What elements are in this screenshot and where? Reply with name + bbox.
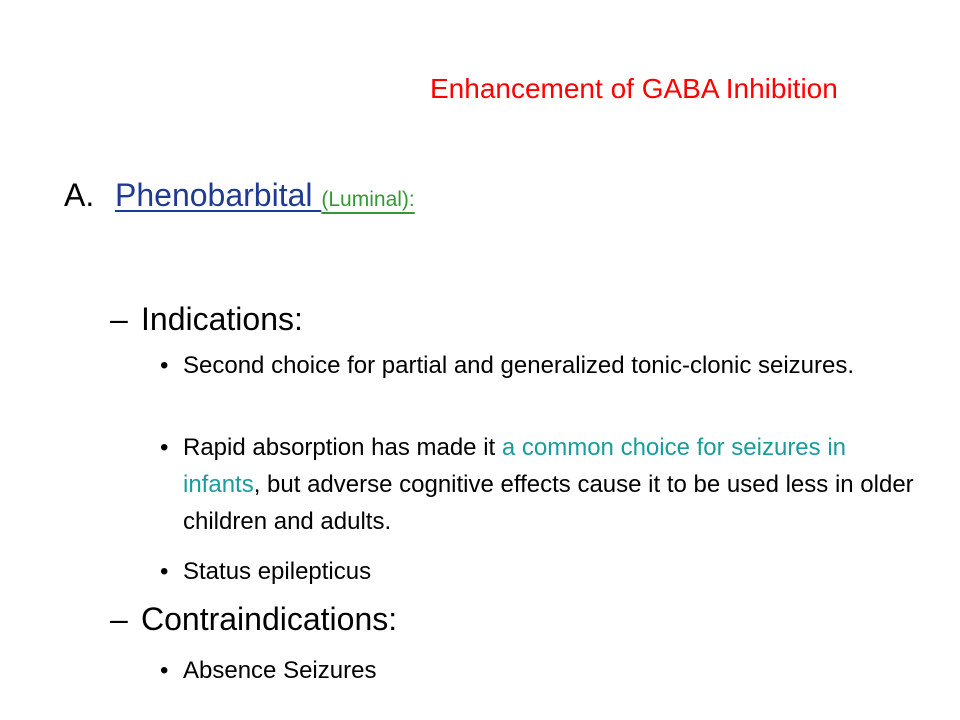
section-letter: A. <box>64 177 95 213</box>
contraindications-heading <box>110 600 397 638</box>
dash-marker: – <box>110 301 128 337</box>
list-item-text-after: , but adverse cognitive effects cause it to be used less in older children and adults. <box>183 471 914 535</box>
list-item-text: Status epilepticus <box>183 558 372 585</box>
contraindications-heading-label: Contraindications: <box>141 601 398 637</box>
list-item <box>160 347 920 384</box>
list-item <box>160 553 920 590</box>
drug-name: Phenobarbital <box>115 177 322 213</box>
list-item <box>160 652 920 689</box>
list-item-text: Second choice for partial and generalized tonic-clonic seizures. <box>183 352 855 379</box>
dash-marker: – <box>110 601 128 637</box>
drug-brand-name: (Luminal): <box>321 188 415 211</box>
list-item-text-before: Rapid absorption has made it <box>183 434 502 461</box>
slide-title: Enhancement of GABA Inhibition <box>430 73 838 104</box>
indications-heading <box>110 300 303 338</box>
highlighted-text: a common choice for seizures in infants <box>183 434 847 498</box>
bullet-marker: • <box>160 434 169 461</box>
indications-heading-label: Indications: <box>141 301 303 337</box>
bullet-marker: • <box>160 558 169 585</box>
bullet-marker: • <box>160 352 169 379</box>
list-item-text <box>183 429 920 540</box>
drug-heading <box>64 176 415 214</box>
list-item <box>160 429 920 540</box>
list-item-text: Absence Seizures <box>183 657 377 684</box>
bullet-marker: • <box>160 657 169 684</box>
